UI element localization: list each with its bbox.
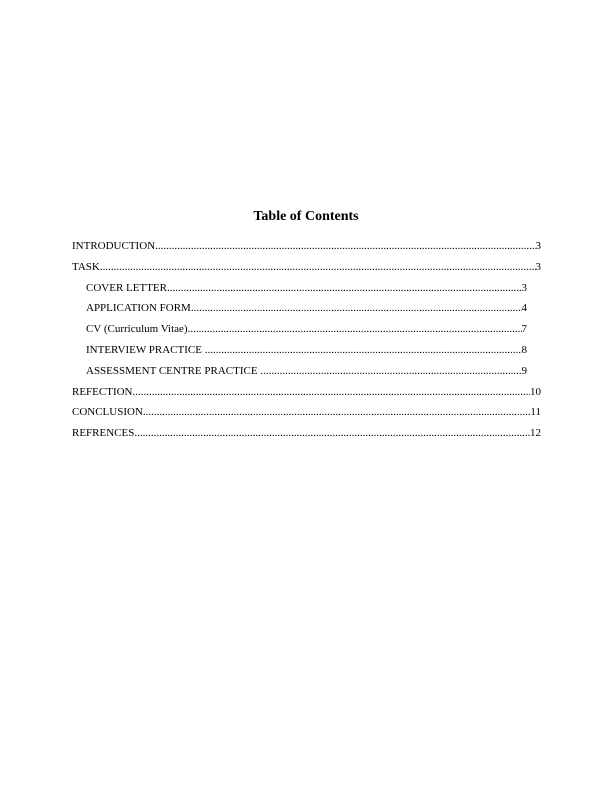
toc-page-number: 7 <box>521 323 527 336</box>
toc-entry-cv[interactable] <box>72 322 541 343</box>
toc-entry-label: REFRENCES <box>72 427 135 440</box>
toc-entry-label: COVER LETTER <box>86 281 167 294</box>
toc-dot-leader <box>188 322 522 336</box>
toc-entry-label: INTRODUCTION <box>72 240 156 252</box>
toc-entry-label: TASK <box>72 260 100 273</box>
toc-entry-introduction[interactable] <box>72 239 541 260</box>
toc-entry-application-form[interactable] <box>72 301 541 322</box>
toc-dot-leader <box>100 260 536 274</box>
toc-dot-leader <box>133 385 531 399</box>
toc-page-number: 3 <box>521 281 527 294</box>
toc-page-number: 8 <box>521 343 527 356</box>
toc-entry-label: APPLICATION FORM <box>86 302 191 315</box>
toc-dot-leader <box>191 301 522 315</box>
toc-entry-assessment-centre-practice[interactable] <box>72 364 541 385</box>
toc-entry-conclusion[interactable] <box>72 405 541 426</box>
toc-dot-leader <box>134 426 530 440</box>
toc-dot-leader <box>260 364 521 378</box>
toc-dot-leader <box>167 281 522 295</box>
toc-entry-label: ASSESSMENT CENTRE PRACTICE <box>86 364 261 377</box>
toc-page-number: 4 <box>521 302 527 315</box>
toc-page-number: 3 <box>535 260 541 273</box>
toc-entry-label: INTERVIEW PRACTICE <box>86 343 205 356</box>
toc-dot-leader <box>143 405 531 419</box>
toc-page-number: 3 <box>535 240 541 252</box>
toc-entry-refection[interactable] <box>72 385 541 406</box>
toc-dot-leader <box>205 343 522 357</box>
toc-dot-leader <box>155 239 535 253</box>
toc-entry-label: CONCLUSION <box>72 406 143 419</box>
toc-entry-label: CV (Curriculum Vitae) <box>86 323 188 336</box>
toc-entry-refrences[interactable] <box>72 426 541 447</box>
toc-page-number: 12 <box>530 427 541 440</box>
toc-page-number: 10 <box>530 385 541 398</box>
toc-page-number: 11 <box>530 406 541 419</box>
toc-page-number: 9 <box>521 364 527 377</box>
toc-entry-cover-letter[interactable] <box>72 281 541 302</box>
toc-entry-label: REFECTION <box>72 385 133 398</box>
toc-entry-interview-practice[interactable] <box>72 343 541 364</box>
table-of-contents <box>72 239 541 447</box>
toc-title: Table of Contents <box>253 209 359 224</box>
toc-entry-task[interactable] <box>72 260 541 281</box>
